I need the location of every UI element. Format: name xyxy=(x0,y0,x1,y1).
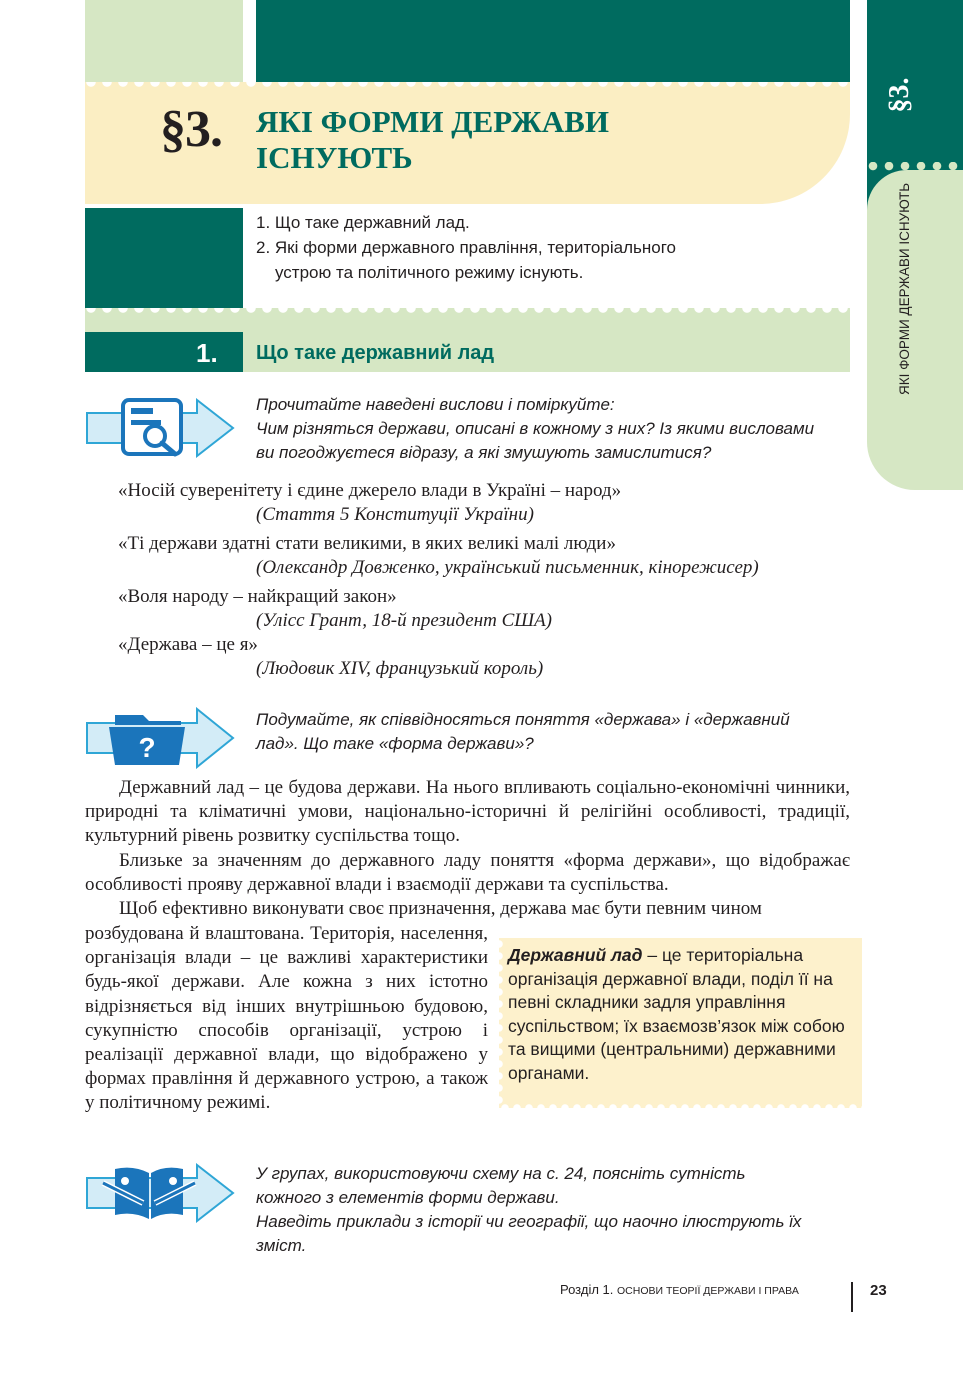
document-search-icon xyxy=(85,398,235,458)
task-2-line-2: лад». Що таке «форма держави»? xyxy=(256,734,534,753)
side-tab-title: ЯКІ ФОРМИ ДЕРЖАВИ ІСНУЮТЬ xyxy=(897,182,912,395)
body-paragraph-1: Державний лад – це будова держави. На нього впливають соціально-економічні чинники, природні та кліматичні умови, національно-історичні й релігійні особливості, традиції, культурний рівень розвитку суспільства тощо. xyxy=(85,777,850,847)
header-top-teal xyxy=(256,0,850,90)
plan-item-2: 2. Які форми державного правління, територіального xyxy=(256,238,676,257)
footer-chapter-title: ОСНОВИ ТЕОРІЇ ДЕРЖАВИ І ПРАВА xyxy=(617,1285,799,1297)
task-3-line-3: Наведіть приклади з історії чи географії, що наочно ілюструють їх xyxy=(256,1212,802,1231)
definition-term: Державний лад xyxy=(508,945,643,965)
lesson-plan xyxy=(256,210,816,285)
side-tab-dots xyxy=(867,162,963,172)
footer-divider xyxy=(851,1282,853,1312)
page-number: 23 xyxy=(870,1282,887,1299)
header-plan-green-band xyxy=(85,308,850,332)
side-tab-number: §3. xyxy=(884,77,915,113)
task-1-line-2: Чим різняться держави, описані в кожному з них? Із якими висловами xyxy=(256,419,815,438)
body-paragraph-2: Близьке за значенням до державного ладу поняття «форма держави», що відображає особливості прояву державної влади і взаємодії держави та суспільства. xyxy=(85,849,850,895)
quote-3-source: (Уліcс Грант, 18-й президент США) xyxy=(256,610,553,631)
title-line-1: ЯКІ ФОРМИ ДЕРЖАВИ xyxy=(256,104,609,139)
body-paragraph-3-first-line: Щоб ефективно виконувати своє призначення, держава має бути певним чином xyxy=(119,898,762,920)
svg-text:?: ? xyxy=(138,732,156,763)
quote-3: «Воля народу – найкращий закон» xyxy=(118,586,397,607)
task-3-line-4: зміст. xyxy=(256,1236,307,1255)
definition-body: – це територіальна організація державної влади, поділ її на певні складники задля управління суспільством; їх взаємозв’язок між собою та вищими (центральними) державними органами. xyxy=(508,945,845,1083)
page-title xyxy=(256,104,776,176)
header-left-green xyxy=(85,0,243,90)
quote-1: «Носій суверенітету і єдине джерело влади в Україні – народ» xyxy=(118,480,622,501)
plan-item-2-cont: устрою та політичного режиму існують. xyxy=(275,263,584,282)
task-3-line-2: кожного з елементів форми держави. xyxy=(256,1188,560,1207)
task-2-line-1: Подумайте, як співвідносяться поняття «держава» і «державний xyxy=(256,710,790,729)
task-3-line-1: У групах, використовуючи схему на с. 24, поясніть сутність xyxy=(256,1164,746,1183)
task-1-text xyxy=(256,393,856,465)
task-3-text xyxy=(256,1162,856,1258)
quote-1-source: (Стаття 5 Конституції України) xyxy=(256,504,534,525)
body-paragraph-3: розбудована й влаштована. Територія, населення, організація влади – це важливі характеристики будь-якої держави. Але кожна з них істотно відрізняється від інших внутрішньою будовою, сукупністю способів організації, устрою і реалізації державної влади, що відображено у формах правління й державного устрою, а також у політичному режимі. xyxy=(85,923,488,1114)
group-book-icon xyxy=(85,1163,235,1223)
quote-4: «Держава – це я» xyxy=(118,634,258,655)
footer-chapter xyxy=(560,1282,799,1297)
definition-text xyxy=(508,944,853,1085)
body-paragraph-1-2-3 xyxy=(85,776,850,921)
header-plan-left-teal xyxy=(85,208,243,316)
task-2-text xyxy=(256,708,856,756)
plan-item-1: 1. Що таке державний лад. xyxy=(256,213,470,232)
side-tab-notch xyxy=(867,170,963,320)
section-bar-left xyxy=(85,332,243,372)
quote-2: «Ті держави здатні стати великими, в яких великі малі люди» xyxy=(118,533,616,554)
quote-4-source: (Людовик XIV, французький король) xyxy=(256,658,544,679)
task-1-line-3: ви погоджуєтеся відразу, а які змушують замислитися? xyxy=(256,443,712,462)
task-1-line-1: Прочитайте наведені вислови і поміркуйте: xyxy=(256,395,615,414)
footer-chapter-label: Розділ 1. xyxy=(560,1282,614,1297)
quote-2-source: (Олександр Довженко, український письменник, кінорежисер) xyxy=(256,557,759,578)
section-number: 1. xyxy=(196,338,218,368)
folder-question-icon xyxy=(85,707,235,769)
title-line-2: ІСНУЮТЬ xyxy=(256,140,413,175)
section-title: Що таке державний лад xyxy=(256,342,495,364)
paragraph-number: §3. xyxy=(160,101,222,158)
